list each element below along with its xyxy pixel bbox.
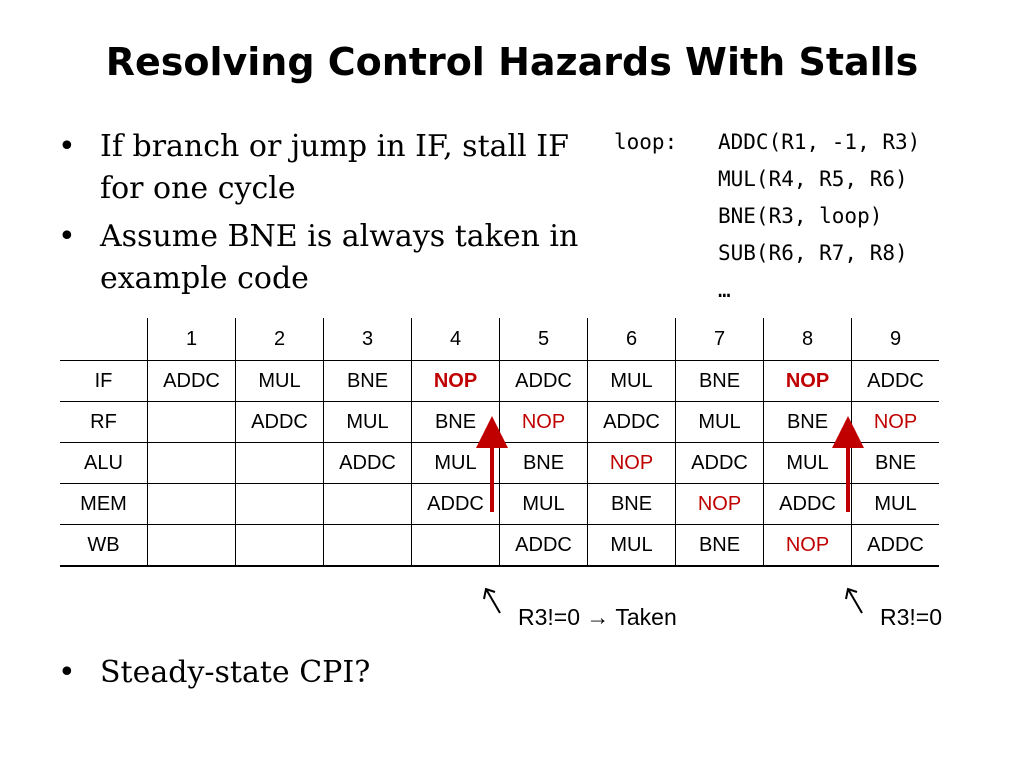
cycle-header: 1	[148, 318, 236, 361]
pipeline-cell: BNE	[412, 402, 500, 443]
pipeline-cell: ADDC	[764, 484, 852, 525]
cycle-header: 6	[588, 318, 676, 361]
pipeline-cell: ADDC	[676, 443, 764, 484]
pipeline-cell: ADDC	[500, 361, 588, 402]
cycle-header: 8	[764, 318, 852, 361]
pipeline-cell: ADDC	[148, 361, 236, 402]
pipeline-cell: NOP	[500, 402, 588, 443]
pipeline-cell: BNE	[676, 525, 764, 567]
stage-label: WB	[60, 525, 148, 567]
cycle-header: 2	[236, 318, 324, 361]
pointer-arrow-1	[484, 589, 500, 613]
pipeline-cell: NOP	[588, 443, 676, 484]
pipeline-cell: MUL	[676, 402, 764, 443]
stage-label: MEM	[60, 484, 148, 525]
pipeline-cell: MUL	[588, 525, 676, 567]
cycle-header: 5	[500, 318, 588, 361]
bullet-text: Steady-state CPI?	[100, 655, 371, 690]
pipeline-cell: BNE	[852, 443, 940, 484]
slide-title: Resolving Control Hazards With Stalls	[105, 40, 919, 84]
cycle-header: 7	[676, 318, 764, 361]
pipeline-cell: ADDC	[324, 443, 412, 484]
bullet-text: Assume BNE is always taken in example code	[100, 219, 579, 296]
pipeline-cell: ADDC	[588, 402, 676, 443]
stage-label: RF	[60, 402, 148, 443]
pointer-arrow-2	[846, 589, 862, 613]
pipeline-cell: BNE	[764, 402, 852, 443]
pipeline-cell: NOP	[764, 361, 852, 402]
pipeline-cell: NOP	[412, 361, 500, 402]
stage-label: IF	[60, 361, 148, 402]
code-text: BNE(R3, loop)	[718, 204, 883, 228]
stage-label: ALU	[60, 443, 148, 484]
pipeline-cell: ADDC	[852, 525, 940, 567]
bullet-icon: •	[58, 655, 76, 690]
cycle-header: 4	[412, 318, 500, 361]
code-text: MUL(R4, R5, R6)	[718, 167, 908, 191]
pipeline-cell: ADDC	[500, 525, 588, 567]
bullet-text: If branch or jump in IF, stall IF for one cycle	[100, 129, 569, 206]
pipeline-cell: ADDC	[236, 402, 324, 443]
pipeline-cell: MUL	[412, 443, 500, 484]
cycle-header: 9	[852, 318, 940, 361]
bullet-icon: •	[58, 219, 76, 254]
pipeline-cell: BNE	[500, 443, 588, 484]
pipeline-cell: BNE	[676, 361, 764, 402]
pipeline-cell: BNE	[324, 361, 412, 402]
pipeline-cell: MUL	[852, 484, 940, 525]
code-text: …	[718, 278, 731, 302]
second-annotation: R3!=0	[880, 604, 943, 630]
pipeline-cell: MUL	[588, 361, 676, 402]
pipeline-cell: BNE	[588, 484, 676, 525]
code-text: SUB(R6, R7, R8)	[718, 241, 908, 265]
code-label: loop:	[614, 130, 678, 154]
code-text: ADDC(R1, -1, R3)	[718, 130, 921, 154]
pipeline-cell: NOP	[764, 525, 852, 567]
pipeline-cell: NOP	[852, 402, 940, 443]
pipeline-cell: MUL	[764, 443, 852, 484]
taken-annotation: R3!=0 → Taken	[518, 604, 677, 630]
bullet-icon: •	[58, 129, 76, 164]
cycle-header: 3	[324, 318, 412, 361]
pipeline-cell: MUL	[500, 484, 588, 525]
pipeline-cell: ADDC	[412, 484, 500, 525]
pipeline-cell: ADDC	[852, 361, 940, 402]
pipeline-cell: MUL	[324, 402, 412, 443]
pipeline-cell: NOP	[676, 484, 764, 525]
pipeline-cell: MUL	[236, 361, 324, 402]
